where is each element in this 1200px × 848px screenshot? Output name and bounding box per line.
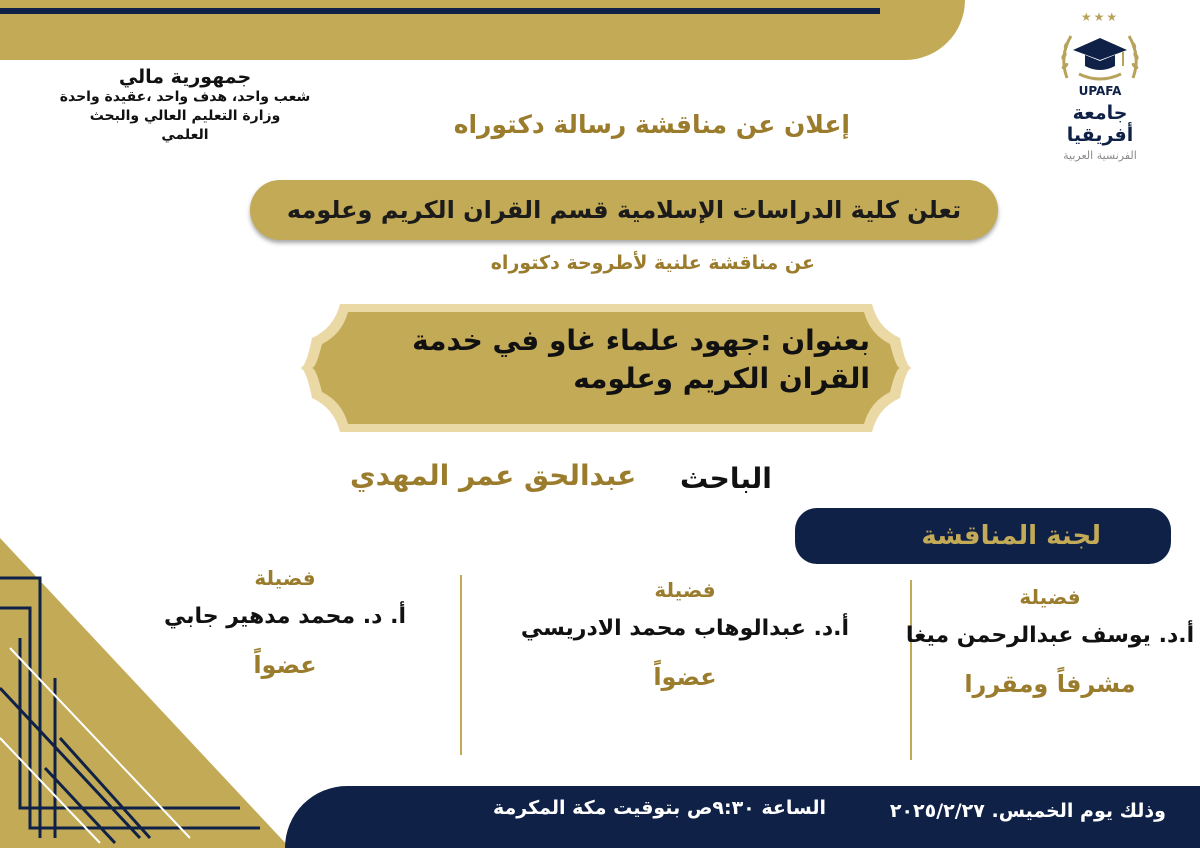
committee-member: [120, 566, 450, 679]
logo-stars: ★★★: [1080, 10, 1120, 24]
member-role: عضواً: [653, 663, 717, 691]
ministry-name: وزارة التعليم العالي والبحث: [89, 108, 281, 124]
republic-title: جمهورية مالي: [118, 66, 252, 88]
university-subtitle: الفرنسية العربية: [1063, 149, 1137, 162]
researcher-label: الباحث: [680, 462, 772, 495]
thesis-title: بعنوان :جهود علماء غاو في خدمة القران الكريم وعلومه: [412, 324, 870, 395]
member-name: أ. د. محمد مدهير جابي: [164, 604, 406, 629]
faculty-text: تعلن كلية الدراسات الإسلامية قسم القران الكريم وعلومه: [286, 196, 962, 224]
university-logo: [1040, 10, 1160, 160]
member-title: فضيلة: [1019, 585, 1081, 609]
ministry-name-continued: العلمي: [161, 127, 209, 143]
discussion-subtitle: عن مناقشة علنية لأطروحة دكتوراه: [490, 252, 815, 274]
member-name: أ.د. يوسف عبدالرحمن ميغا: [905, 623, 1195, 648]
member-title: فضيلة: [254, 566, 316, 590]
researcher-name: عبدالحق عمر المهدي: [350, 459, 637, 492]
member-name: أ.د. عبدالوهاب محمد الادريسي: [520, 616, 850, 641]
committee-banner: [795, 508, 1171, 564]
footer-time: الساعة ٩:٣٠ص بتوقيت مكة المكرمة: [492, 797, 826, 819]
republic-header: [30, 66, 340, 145]
graduation-cap-icon: [1057, 26, 1143, 88]
republic-motto: شعب واحد، هدف واحد ،عقيدة واحدة: [59, 89, 311, 105]
logo-abbreviation: UPAFA: [1078, 84, 1122, 98]
committee-member: [460, 578, 910, 691]
member-title: فضيلة: [654, 578, 716, 602]
top-navy-stripe: [0, 8, 880, 14]
university-name: جامعة أفريقيا: [1066, 102, 1134, 146]
member-role: مشرفاً ومقررا: [964, 670, 1136, 698]
announcement-title: إعلان عن مناقشة رسالة دكتوراه: [453, 110, 850, 139]
committee-member-supervisor: [900, 585, 1200, 698]
member-role: عضواً: [253, 651, 317, 679]
footer-date: وذلك يوم الخميس. ٢٠٢٥/٢/٢٧: [889, 800, 1166, 822]
faculty-banner: [250, 180, 998, 240]
committee-label: لجنة المناقشة: [921, 521, 1101, 551]
